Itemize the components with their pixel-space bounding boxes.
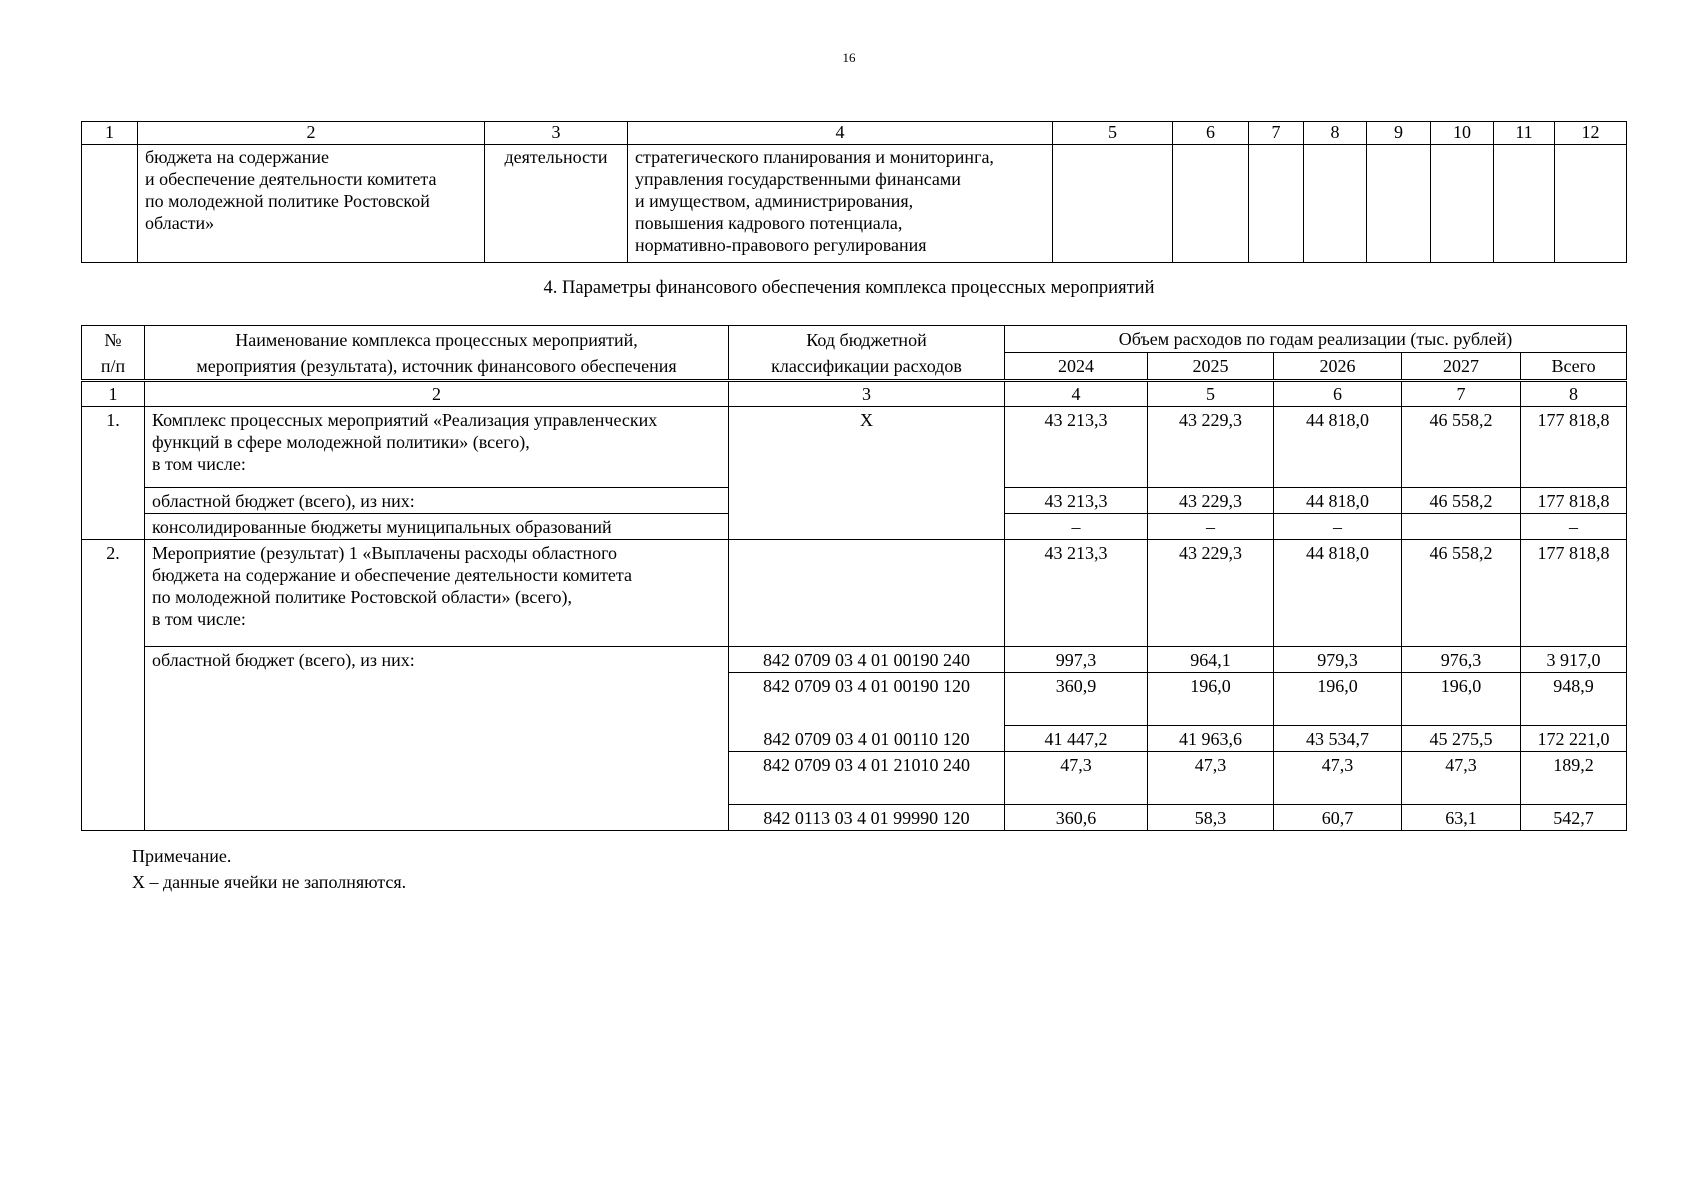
- total-cell: 177 818,8: [1521, 407, 1627, 488]
- year-header: 2024: [1005, 353, 1148, 381]
- col-number: 8: [1521, 381, 1627, 407]
- table-row: [82, 407, 1627, 488]
- total-cell: 177 818,8: [1521, 540, 1627, 647]
- col-number: 6: [1274, 381, 1402, 407]
- col-number: 6: [1173, 122, 1249, 145]
- value-cell: 41 963,6: [1148, 726, 1274, 752]
- value-cell: 43 229,3: [1148, 488, 1274, 514]
- page-number: 16: [842, 50, 856, 65]
- budget-code-cell: [729, 540, 1005, 647]
- value-cell: 360,6: [1005, 805, 1148, 831]
- value-cell: 43 213,3: [1005, 488, 1148, 514]
- col-number: 7: [1249, 122, 1304, 145]
- budget-code-cell: 842 0709 03 4 01 21010 240: [729, 752, 1005, 805]
- value-cell: –: [1148, 514, 1274, 540]
- budget-code-cell: 842 0709 03 4 01 00190 240: [729, 647, 1005, 673]
- table-row: [82, 647, 1627, 673]
- total-cell: 948,9: [1521, 673, 1627, 726]
- value-cell: 46 558,2: [1402, 488, 1521, 514]
- value-cell: 976,3: [1402, 647, 1521, 673]
- year-header: 2025: [1148, 353, 1274, 381]
- total-cell: 3 917,0: [1521, 647, 1627, 673]
- row-number: 1.: [82, 407, 145, 540]
- section-title: 4. Параметры финансового обеспечения комплекса процессных мероприятий: [543, 278, 1155, 298]
- budget-code-cell: 842 0709 03 4 01 00110 120: [729, 726, 1005, 752]
- table-header-row: [82, 326, 1627, 353]
- continuation-table: [81, 121, 1627, 263]
- value-cell: 60,7: [1274, 805, 1402, 831]
- value-cell: 47,3: [1148, 752, 1274, 805]
- total-cell: 189,2: [1521, 752, 1627, 805]
- value-cell: 43 229,3: [1148, 407, 1274, 488]
- col-number: 3: [729, 381, 1005, 407]
- value-cell: 46 558,2: [1402, 540, 1521, 647]
- total-header: Всего: [1521, 353, 1627, 381]
- col-number: 5: [1053, 122, 1173, 145]
- value-cell: 41 447,2: [1005, 726, 1148, 752]
- value-cell: 63,1: [1402, 805, 1521, 831]
- value-cell: –: [1274, 514, 1402, 540]
- number-header: № п/п: [82, 326, 145, 381]
- col-number: 2: [138, 122, 485, 145]
- value-cell: 47,3: [1402, 752, 1521, 805]
- table-row: [82, 540, 1627, 647]
- value-cell: 47,3: [1274, 752, 1402, 805]
- value-cell: 196,0: [1274, 673, 1402, 726]
- col-number: 9: [1367, 122, 1431, 145]
- value-cell: 46 558,2: [1402, 407, 1521, 488]
- col-number: 1: [82, 122, 138, 145]
- note: [132, 843, 406, 895]
- value-cell: 58,3: [1148, 805, 1274, 831]
- column-number-row: [82, 122, 1627, 145]
- value-cell: 44 818,0: [1274, 540, 1402, 647]
- column-number-row: [82, 381, 1627, 407]
- col-number: 3: [485, 122, 628, 145]
- description-cell: стратегического планирования и мониторинга, управления государственными финансами и имуществом, администрирования, повышения кадрового потенциала, нормативно-правового регулирования: [628, 145, 1053, 263]
- note-text: Х – данные ячейки не заполняются.: [132, 872, 407, 892]
- col-number: 5: [1148, 381, 1274, 407]
- source-name-cell: областной бюджет (всего), из них:: [145, 488, 729, 514]
- col-number: 7: [1402, 381, 1521, 407]
- col-number: 1: [82, 381, 145, 407]
- total-cell: 542,7: [1521, 805, 1627, 831]
- source-name-cell: консолидированные бюджеты муниципальных образований: [145, 514, 729, 540]
- complex-name-cell: Комплекс процессных мероприятий «Реализация управленческих функций в сфере молодежной политики» (всего), в том числе:: [145, 407, 729, 488]
- value-cell: 45 275,5: [1402, 726, 1521, 752]
- total-cell: 172 221,0: [1521, 726, 1627, 752]
- name-header: Наименование комплекса процессных мероприятий, мероприятия (результата), источник финансового обеспечения: [145, 326, 729, 381]
- total-cell: 177 818,8: [1521, 488, 1627, 514]
- budget-code-header: Код бюджетной классификации расходов: [729, 326, 1005, 381]
- event-name-cell: бюджета на содержание и обеспечение деятельности комитета по молодежной политике Ростовской области»: [138, 145, 485, 263]
- col-number: 12: [1555, 122, 1627, 145]
- budget-code-cell: Х: [729, 407, 1005, 540]
- table-row: [82, 145, 1627, 263]
- col-number: 8: [1304, 122, 1367, 145]
- event-name-cell: Мероприятие (результат) 1 «Выплачены расходы областного бюджета на содержание и обеспечение деятельности комитета по молодежной политике Ростовской области» (всего), в том числе:: [145, 540, 729, 647]
- budget-code-cell: 842 0113 03 4 01 99990 120: [729, 805, 1005, 831]
- value-cell: 43 229,3: [1148, 540, 1274, 647]
- value-cell: 964,1: [1148, 647, 1274, 673]
- volume-header: Объем расходов по годам реализации (тыс. рублей): [1005, 326, 1627, 353]
- budget-code-cell: 842 0709 03 4 01 00190 120: [729, 673, 1005, 726]
- col-number: 4: [628, 122, 1053, 145]
- year-header: 2027: [1402, 353, 1521, 381]
- total-cell: –: [1521, 514, 1627, 540]
- col-number: 10: [1431, 122, 1494, 145]
- value-cell: 979,3: [1274, 647, 1402, 673]
- value-cell: 43 213,3: [1005, 540, 1148, 647]
- col-number: 11: [1494, 122, 1555, 145]
- col-number: 2: [145, 381, 729, 407]
- value-cell: 44 818,0: [1274, 407, 1402, 488]
- value-cell: 997,3: [1005, 647, 1148, 673]
- value-cell: –: [1005, 514, 1148, 540]
- value-cell: 47,3: [1005, 752, 1148, 805]
- financing-table: [81, 325, 1627, 831]
- value-cell: 43 534,7: [1274, 726, 1402, 752]
- col-number: 4: [1005, 381, 1148, 407]
- type-cell: деятельности: [485, 145, 628, 263]
- year-header: 2026: [1274, 353, 1402, 381]
- note-title: Примечание.: [132, 846, 232, 866]
- value-cell: 43 213,3: [1005, 407, 1148, 488]
- value-cell: 360,9: [1005, 673, 1148, 726]
- value-cell: [1402, 514, 1521, 540]
- value-cell: 196,0: [1148, 673, 1274, 726]
- value-cell: 44 818,0: [1274, 488, 1402, 514]
- source-name-cell: областной бюджет (всего), из них:: [145, 647, 729, 831]
- value-cell: 196,0: [1402, 673, 1521, 726]
- row-number: 2.: [82, 540, 145, 831]
